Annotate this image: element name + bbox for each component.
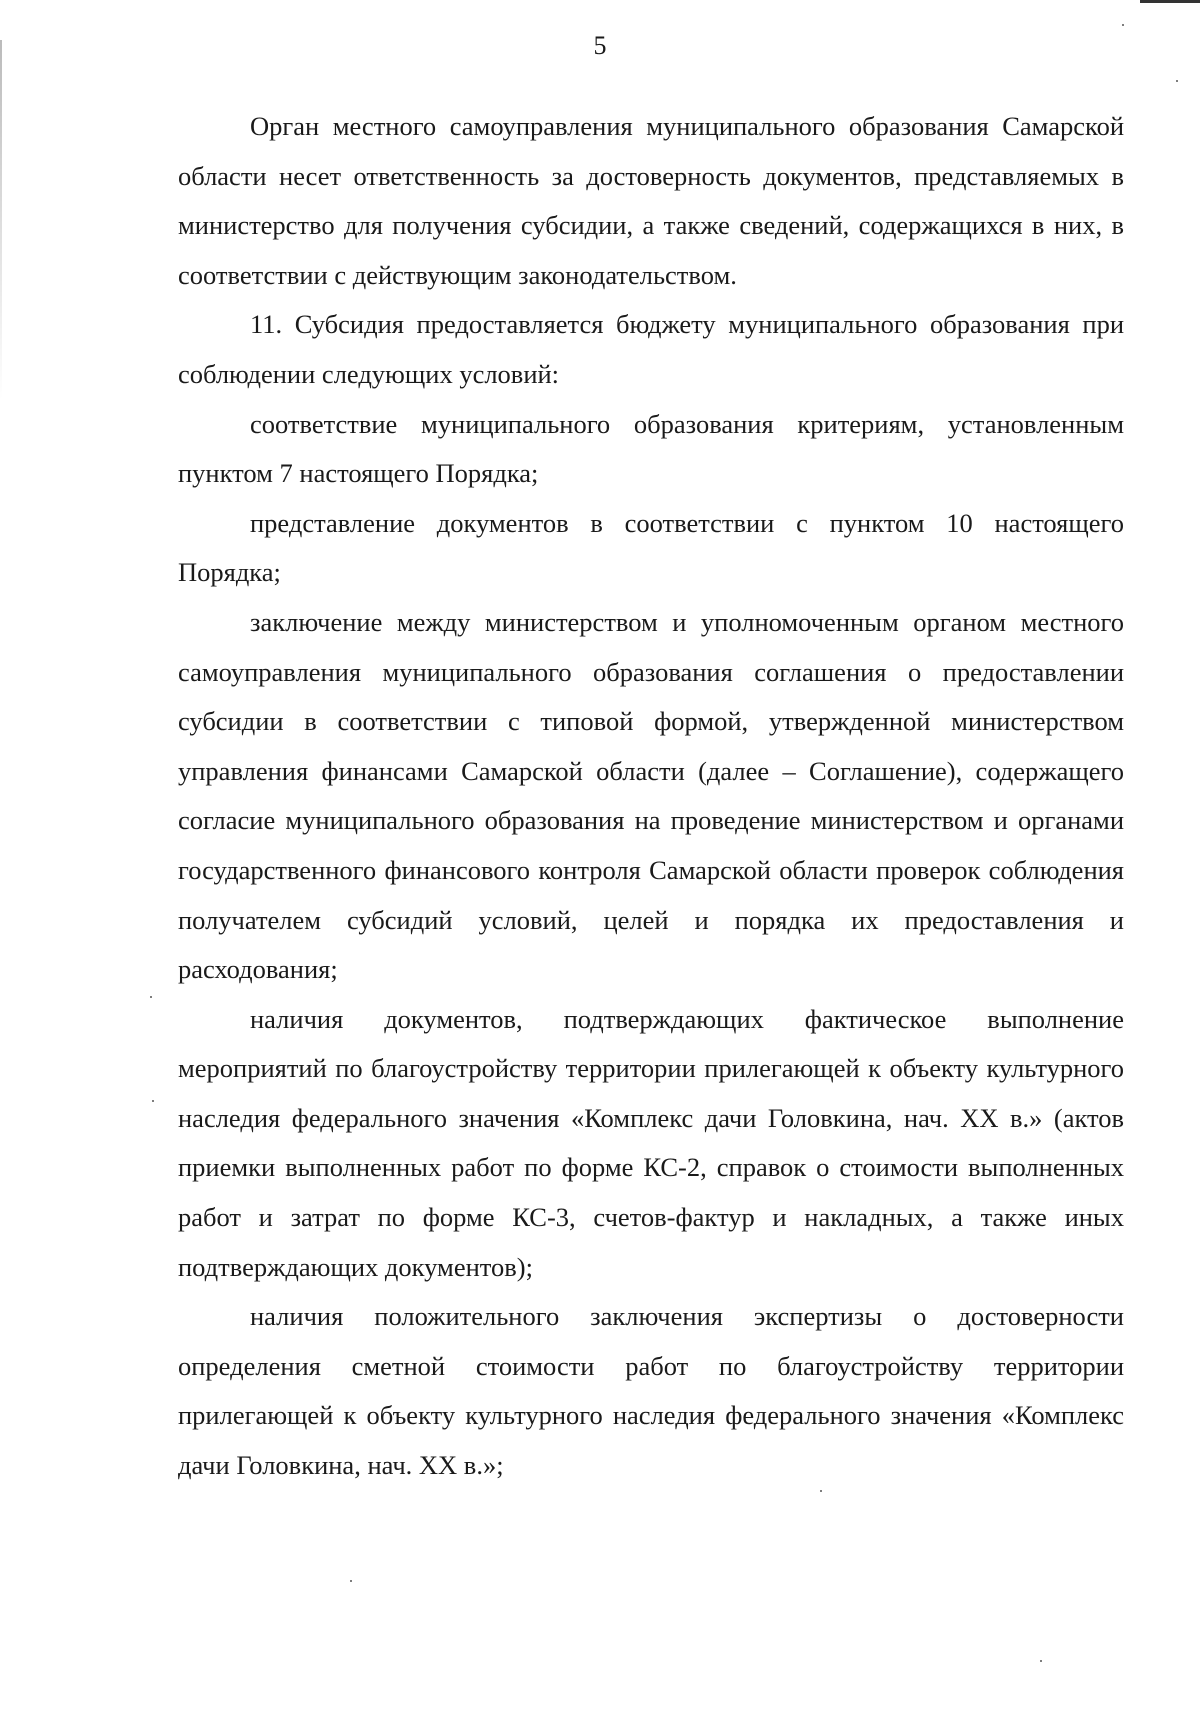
- scan-speck: [1176, 80, 1178, 82]
- scan-speck: [820, 1490, 822, 1492]
- paragraph-condition-proof-documents: наличия документов, подтверждающих фактическое выполнение мероприятий по благоустройству территории прилегающей к объекту культурного наследия федерального значения «Комплекс дачи Головкина, нач. XX в.» (актов приемки выполненных работ по форме КС-2, справок о стоимости выполненных работ и затрат по форме КС-3, счетов-фактур и накладных, а также иных подтверждающих документов);: [178, 1003, 1124, 1282]
- paragraph-responsibility: Орган местного самоуправления муниципального образования Самарской области несет ответственность за достоверность документов, представляемых в министерство для получения субсидии, а также сведений, содержащихся в них, в соответствии с действующим законодательством.: [178, 111, 1124, 290]
- paragraph-item-11: 11. Субсидия предоставляется бюджету муниципального образования при соблюдении следующих условий:: [178, 309, 1124, 389]
- scan-artifact-top: [1140, 0, 1200, 3]
- scan-speck: [150, 996, 152, 998]
- scan-speck: [350, 1580, 352, 1582]
- paragraph-condition-agreement: заключение между министерством и уполномоченным органом местного самоуправления муниципального образования соглашения о предоставлении субсидии в соответствии с типовой формой, утвержденной министерством управления финансами Самарской области (далее – Соглашение), содержащего согласие муниципального образования на проведение министерством и органами государственного финансового контроля Самарской области проверок соблюдения получателем субсидий условий, целей и порядка их предоставления и расходования;: [178, 606, 1124, 985]
- paragraph-condition-expertise: наличия положительного заключения экспертизы о достоверности определения сметной стоимости работ по благоустройству территории прилегающей к объекту культурного наследия федерального значения «Комплекс дачи Головкина, нач. XX в.»;: [178, 1301, 1124, 1481]
- document-body: [178, 102, 1124, 1491]
- scan-speck: [1040, 1660, 1042, 1662]
- scan-speck: [152, 1100, 154, 1102]
- page-number: 5: [593, 31, 607, 60]
- paragraph-condition-criteria: соответствие муниципального образования критериям, установленным пунктом 7 настоящего Порядка;: [178, 408, 1124, 489]
- scan-speck: [1122, 24, 1124, 26]
- scan-artifact-left-edge: [0, 40, 2, 400]
- paragraph-condition-documents: представление документов в соответствии с пунктом 10 настоящего Порядка;: [178, 507, 1124, 588]
